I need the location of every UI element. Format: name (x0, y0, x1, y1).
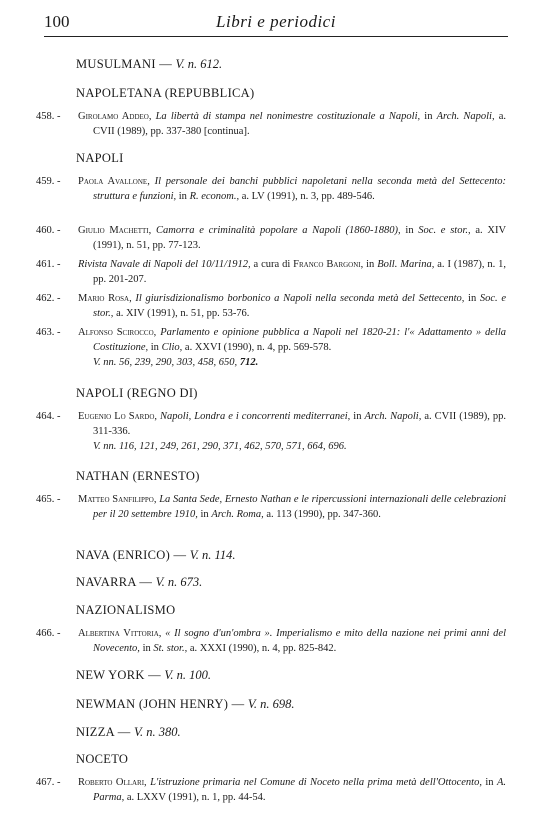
subject-heading: NAPOLI (76, 151, 124, 165)
bibliography-entry: 463. - Alfonso Scirocco, Parlamento e opinione pubblica a Napoli nel 1820-21: l'« Adattamento » della Costituzione, in Clio, a. XXVI (1990), n. 4, pp. 569-578. V. nn. 56, 239, 290, 303, 458, 650, 712. (36, 326, 506, 371)
entry-number: 461. - (36, 259, 61, 270)
bibliography-entry: 467. - Roberto Ollari, L'istruzione primaria nel Comune di Noceto nella prima metà dell'Ottocento, in A. Parma, a. LXXV (1991), n. 1, pp. 44-54. (36, 777, 506, 803)
subject-heading: NIZZA — V. n. 380. (76, 725, 181, 739)
subject-heading: NEWMAN (JOHN HENRY) — V. n. 698. (76, 697, 295, 711)
entry-number: 464. - (36, 411, 61, 422)
author: Girolamo Addeo, (78, 111, 152, 122)
journal: Arch. Napoli, (364, 411, 422, 422)
author: Mario Rosa, (78, 293, 132, 304)
journal: A. Parma, (93, 777, 506, 803)
page-number: 100 (44, 12, 70, 31)
bibliography-entry: 464. - Eugenio Lo Sardo, Napoli, Londra e i concorrenti mediterranei, in Arch. Napoli, a. CVII (1989), pp. 311-336. V. nn. 116, 121, 249, 261, 290, 371, 462, 570, 571, 664, 696. (36, 410, 506, 455)
entry-number: 465. - (36, 494, 61, 505)
work-title: La libertà di stampa nel nonimestre costituzionale a Napoli, (155, 111, 421, 122)
curator: Franco Bargoni, (293, 259, 364, 270)
cross-reference: V. nn. 56, 239, 290, 303, 458, 650, 712. (93, 357, 259, 368)
journal: Soc. e stor., (93, 293, 506, 319)
work-title: La Santa Sede, Ernesto Nathan e le ripercussioni internazionali delle celebrazioni per il 20 settembre 1910, (93, 494, 507, 520)
subject-heading: NEW YORK — V. n. 100. (76, 668, 212, 682)
bibliography-entry: 465. - Matteo Sanfilippo, La Santa Sede, Ernesto Nathan e le ripercussioni internazionali delle celebrazioni per il 20 settembre 1910, in Arch. Roma, a. 113 (1990), pp. 347-360. (36, 494, 507, 520)
work-title: Il personale dei banchi pubblici napoletani nella seconda metà del Settecento: struttura e funzioni, (93, 176, 507, 202)
journal: Soc. e stor., (418, 225, 471, 236)
entry-number: 463. - (36, 327, 61, 338)
entry-number: 466. - (36, 628, 61, 639)
cross-reference: V. nn. 116, 121, 249, 261, 290, 371, 462, 570, 571, 664, 696. (93, 441, 347, 452)
bibliography-entry: 460. - Giulio Machetti, Camorra e criminalità popolare a Napoli (1860-1880), in Soc. e stor., a. XIV (1991), n. 51, pp. 77-123. (36, 225, 507, 251)
subject-heading: NATHAN (ERNESTO) (76, 469, 200, 483)
page-header (44, 12, 508, 37)
author: Albertina Vittoria, (78, 628, 162, 639)
running-title: Libri e periodici (216, 12, 336, 31)
subject-heading: NAPOLI (REGNO DI) (76, 386, 198, 400)
subject-heading: NAVA (ENRICO) — V. n. 114. (76, 548, 236, 562)
author: Eugenio Lo Sardo, (78, 411, 158, 422)
bibliography-entry: 461. - Rivista Navale di Napoli del 10/11/1912, a cura di Franco Bargoni, in Boll. Marina, a. I (1987), n. 1, pp. 201-207. (36, 259, 506, 285)
entry-number: 458. - (36, 111, 61, 122)
bibliography-entry: 459. - Paola Avallone, Il personale dei banchi pubblici napoletani nella seconda metà del Settecento: struttura e funzioni, in R. econom., a. LV (1991), n. 3, pp. 489-546. (36, 176, 507, 202)
work-title: « Il sogno d'un'ombra ». Imperialismo e mito della nazione nei primi anni del Novecento, (93, 628, 506, 654)
entry-number: 459. - (36, 176, 61, 187)
entry-number: 462. - (36, 293, 61, 304)
author: Alfonso Scirocco, (78, 327, 157, 338)
author: Matteo Sanfilippo, (78, 494, 157, 505)
author: Paola Avallone, (78, 176, 150, 187)
entry-number: 467. - (36, 777, 61, 788)
work-title: L'istruzione primaria nel Comune di Noceto nella prima metà dell'Ottocento, (150, 777, 482, 788)
journal: Arch. Napoli, (436, 111, 495, 122)
bibliography-entry: 458. - Girolamo Addeo, La libertà di stampa nel nonimestre costituzionale a Napoli, in Arch. Napoli, a. CVII (1989), pp. 337-380 [continua]. (36, 111, 506, 137)
subject-heading: NAPOLETANA (REPUBBLICA) (76, 86, 255, 100)
journal: Arch. Roma, (211, 508, 264, 520)
work-title: Camorra e criminalità popolare a Napoli (1860-1880), (156, 225, 401, 236)
author: Giulio Machetti, (78, 225, 152, 236)
journal: Clio, (161, 341, 183, 353)
work-title: Il giurisdizionalismo borbonico a Napoli nella seconda metà del Settecento, (135, 293, 465, 304)
subject-heading: MUSULMANI — V. n. 612. (76, 57, 223, 71)
bibliography-entry: 466. - Albertina Vittoria, « Il sogno d'un'ombra ». Imperialismo e mito della nazione nei primi anni del Novecento, in St. stor., a. XXXI (1990), n. 4, pp. 825-842. (36, 628, 506, 654)
entry-number: 460. - (36, 225, 61, 236)
subject-heading: NAVARRA — V. n. 673. (76, 575, 203, 589)
work-title: Parlamento e opinione pubblica a Napoli nel 1820-21: l'« Adattamento » della Costituzione, (93, 327, 506, 353)
journal: R. econom., (189, 190, 240, 202)
author: Roberto Ollari, (78, 777, 147, 788)
subject-heading: NOCETO (76, 752, 129, 766)
bibliography-entry: 462. - Mario Rosa, Il giurisdizionalismo borbonico a Napoli nella seconda metà del Settecento, in Soc. e stor., a. XIV (1991), n. 51, pp. 53-76. (36, 293, 506, 319)
journal: St. stor., (153, 642, 188, 654)
journal: Boll. Marina, (377, 259, 435, 270)
work-title: Napoli, Londra e i concorrenti mediterranei, (160, 411, 351, 422)
subject-heading: NAZIONALISMO (76, 603, 176, 617)
work-title: Rivista Navale di Napoli del 10/11/1912, (78, 259, 251, 270)
